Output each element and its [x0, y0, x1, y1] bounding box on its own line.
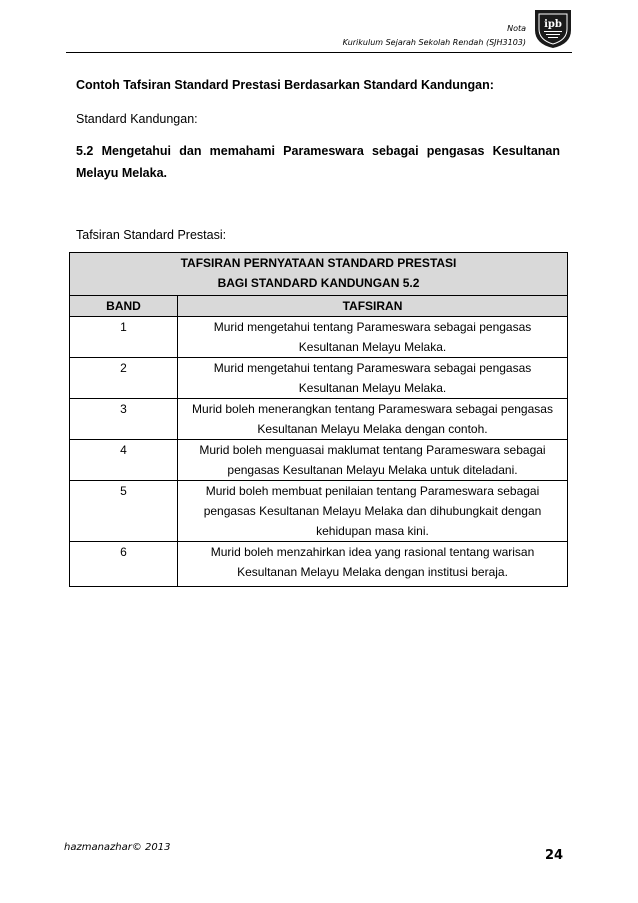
institute-logo	[531, 6, 575, 50]
table-row	[70, 358, 568, 399]
band-cell: 3	[70, 399, 178, 440]
table-title-line2: BAGI STANDARD KANDUNGAN 5.2	[217, 276, 420, 290]
tafsiran-cell: Murid mengetahui tentang Parameswara sebagai pengasas Kesultanan Melayu Melaka.	[178, 317, 568, 358]
tafsiran-cell: Murid boleh menzahirkan idea yang rasional tentang warisan Kesultanan Melayu Melaka dengan institusi beraja.	[178, 542, 568, 587]
table-title-line1: TAFSIRAN PERNYATAAN STANDARD PRESTASI	[180, 256, 457, 270]
section-title: Contoh Tafsiran Standard Prestasi Berdasarkan Standard Kandungan:	[76, 78, 494, 92]
tafsiran-label: Tafsiran Standard Prestasi:	[76, 228, 227, 242]
table-row	[70, 399, 568, 440]
band-cell: 6	[70, 542, 178, 587]
footer-author: hazmanazhar© 2013	[64, 842, 171, 853]
header-text	[343, 20, 526, 52]
header-divider	[66, 52, 572, 53]
tafsiran-cell: Murid boleh menguasai maklumat tentang Parameswara sebagai pengasas Kesultanan Melayu Melaka untuk diteladani.	[178, 440, 568, 481]
standard-kandungan-text: 5.2 Mengetahui dan memahami Parameswara sebagai pengasas Kesultanan Melayu Melaka.	[76, 144, 560, 180]
column-tafsiran: TAFSIRAN	[178, 296, 568, 317]
header-course: Kurikulum Sejarah Sekolah Rendah (SJH3103)	[342, 38, 526, 47]
standard-kandungan-label: Standard Kandungan:	[76, 112, 198, 126]
table-row	[70, 481, 568, 542]
logo-text: ipb	[544, 19, 562, 30]
table-title	[70, 253, 568, 296]
tafsiran-cell: Murid mengetahui tentang Parameswara sebagai pengasas Kesultanan Melayu Melaka.	[178, 358, 568, 399]
tafsiran-cell: Murid boleh membuat penilaian tentang Parameswara sebagai pengasas Kesultanan Melayu Melaka dan dihubungkait dengan kehidupan masa kini.	[178, 481, 568, 542]
page-number: 24	[545, 848, 564, 863]
band-cell: 5	[70, 481, 178, 542]
table-row	[70, 440, 568, 481]
column-band: BAND	[70, 296, 178, 317]
tafsiran-table	[69, 252, 568, 587]
table-row	[70, 542, 568, 587]
tafsiran-cell: Murid boleh menerangkan tentang Parameswara sebagai pengasas Kesultanan Melayu Melaka dengan contoh.	[178, 399, 568, 440]
table-row	[70, 317, 568, 358]
band-cell: 1	[70, 317, 178, 358]
band-cell: 2	[70, 358, 178, 399]
header-note: Nota	[507, 24, 526, 33]
band-cell: 4	[70, 440, 178, 481]
table-column-header	[70, 296, 568, 317]
